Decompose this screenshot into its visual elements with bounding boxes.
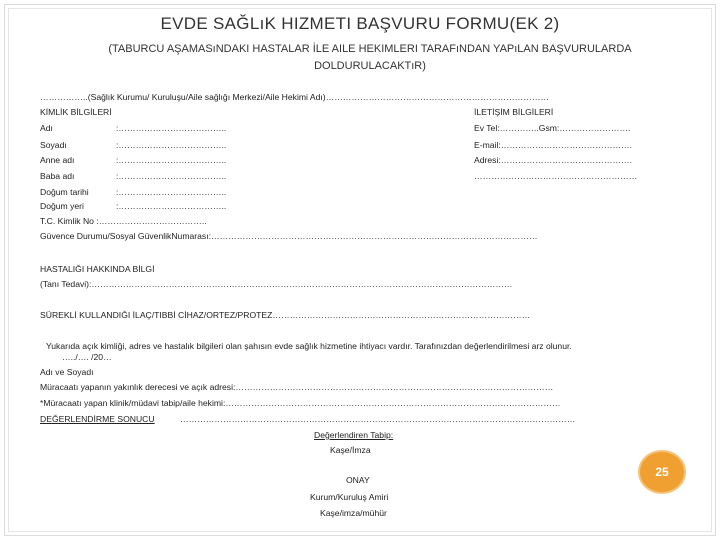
applicant-name-line: Adı ve Soyadı	[40, 367, 94, 377]
page-number-badge: 25	[640, 452, 684, 492]
date-line: …../…. /20…	[62, 352, 112, 362]
consent-statement: Yukarıda açık kimliği, adres ve hastalık bilgileri olan şahısın evde sağlık hizmetine ihtiyacı vardır. Tarafınızdan değerlendirilmesi arz olunur.	[46, 341, 572, 351]
authority-signature-label: Kaşe/imza/mühür	[320, 508, 387, 518]
clinic-line: *Müracaatı yapan klinik/müdavi tabip/aile hekimi:………………………………………………………………………………………………………	[40, 398, 561, 408]
evaluation-dots: …………………………………………………………………………………………………………………………	[180, 414, 576, 424]
phone-line: Ev Tel:…………..Gsm:…………………….	[474, 123, 631, 133]
devices-line: SÜREKLİ KULLANDIĞI İLAÇ/TIBBİ CİHAZ/ORTEZ/PROTEZ………………………………………………………………………………	[40, 310, 531, 320]
field-birth-date: :………………………………..	[116, 187, 227, 197]
form-subtitle	[70, 41, 670, 75]
address-line: Adresi:……………………………………….	[474, 155, 633, 165]
field-mother-name: :………………………………..	[116, 155, 227, 165]
evaluator-label: Değerlendiren Tabip:	[314, 430, 394, 440]
subtitle-line-2: DOLDURULACAKTıR)	[314, 60, 426, 72]
label-surname: Soyadı	[40, 140, 67, 150]
address-continued-line: …………………………………………………	[474, 171, 638, 181]
email-line: E-mail:……………………………………….	[474, 140, 633, 150]
subtitle-line-1: (TABURCU AŞAMASıNDAKI HASTALAR İLE AILE HEKIMLERI TARAFıNDAN YAPıLAN BAŞVURULARDA	[108, 43, 632, 55]
evaluation-heading: DEĞERLENDİRME SONUCU	[40, 414, 155, 424]
diagnosis-line: (Tanı Tedavi):…………………………………………………………………………………………………………………………………	[40, 279, 513, 289]
label-father-name: Baba adı	[40, 171, 75, 181]
contact-heading: İLETİŞİM BİLGİLERİ	[474, 107, 554, 117]
institution-line: ……………..(Sağlık Kurumu/ Kuruluşu/Aile sağlığı Merkezi/Aile Hekimi Adı)……………………………………………………………………	[40, 92, 550, 102]
approval-heading: ONAY	[346, 475, 370, 485]
field-birth-place: :………………………………..	[116, 201, 227, 211]
authority-label: Kurum/Kuruluş Amiri	[310, 492, 389, 502]
field-name: :………………………………..	[116, 123, 227, 133]
evaluator-signature-label: Kaşe/İmza	[330, 445, 371, 455]
field-father-name: :………………………………..	[116, 171, 227, 181]
identity-heading: KİMLİK BİLGİLERİ	[40, 107, 112, 117]
label-birth-place: Doğum yeri	[40, 201, 84, 211]
relation-address-line: Müracaatı yapanın yakınlık derecesi ve açık adresi:…………………………………………………………………………………………………	[40, 382, 554, 392]
label-birth-date: Doğum tarihi	[40, 187, 89, 197]
disease-heading: HASTALIĞI HAKKINDA BİLGİ	[40, 264, 155, 274]
label-mother-name: Anne adı	[40, 155, 75, 165]
form-title: EVDE SAĞLıK HIZMETI BAŞVURU FORMU(EK 2)	[160, 14, 560, 33]
tc-id-line: T.C. Kimlik No :………………………………..	[40, 216, 207, 226]
label-name: Adı	[40, 123, 53, 133]
insurance-line: Güvence Durumu/Sosyal GüvenlikNumarası:……………………………………………………………………………………………………	[40, 231, 538, 241]
field-surname: :………………………………..	[116, 140, 227, 150]
